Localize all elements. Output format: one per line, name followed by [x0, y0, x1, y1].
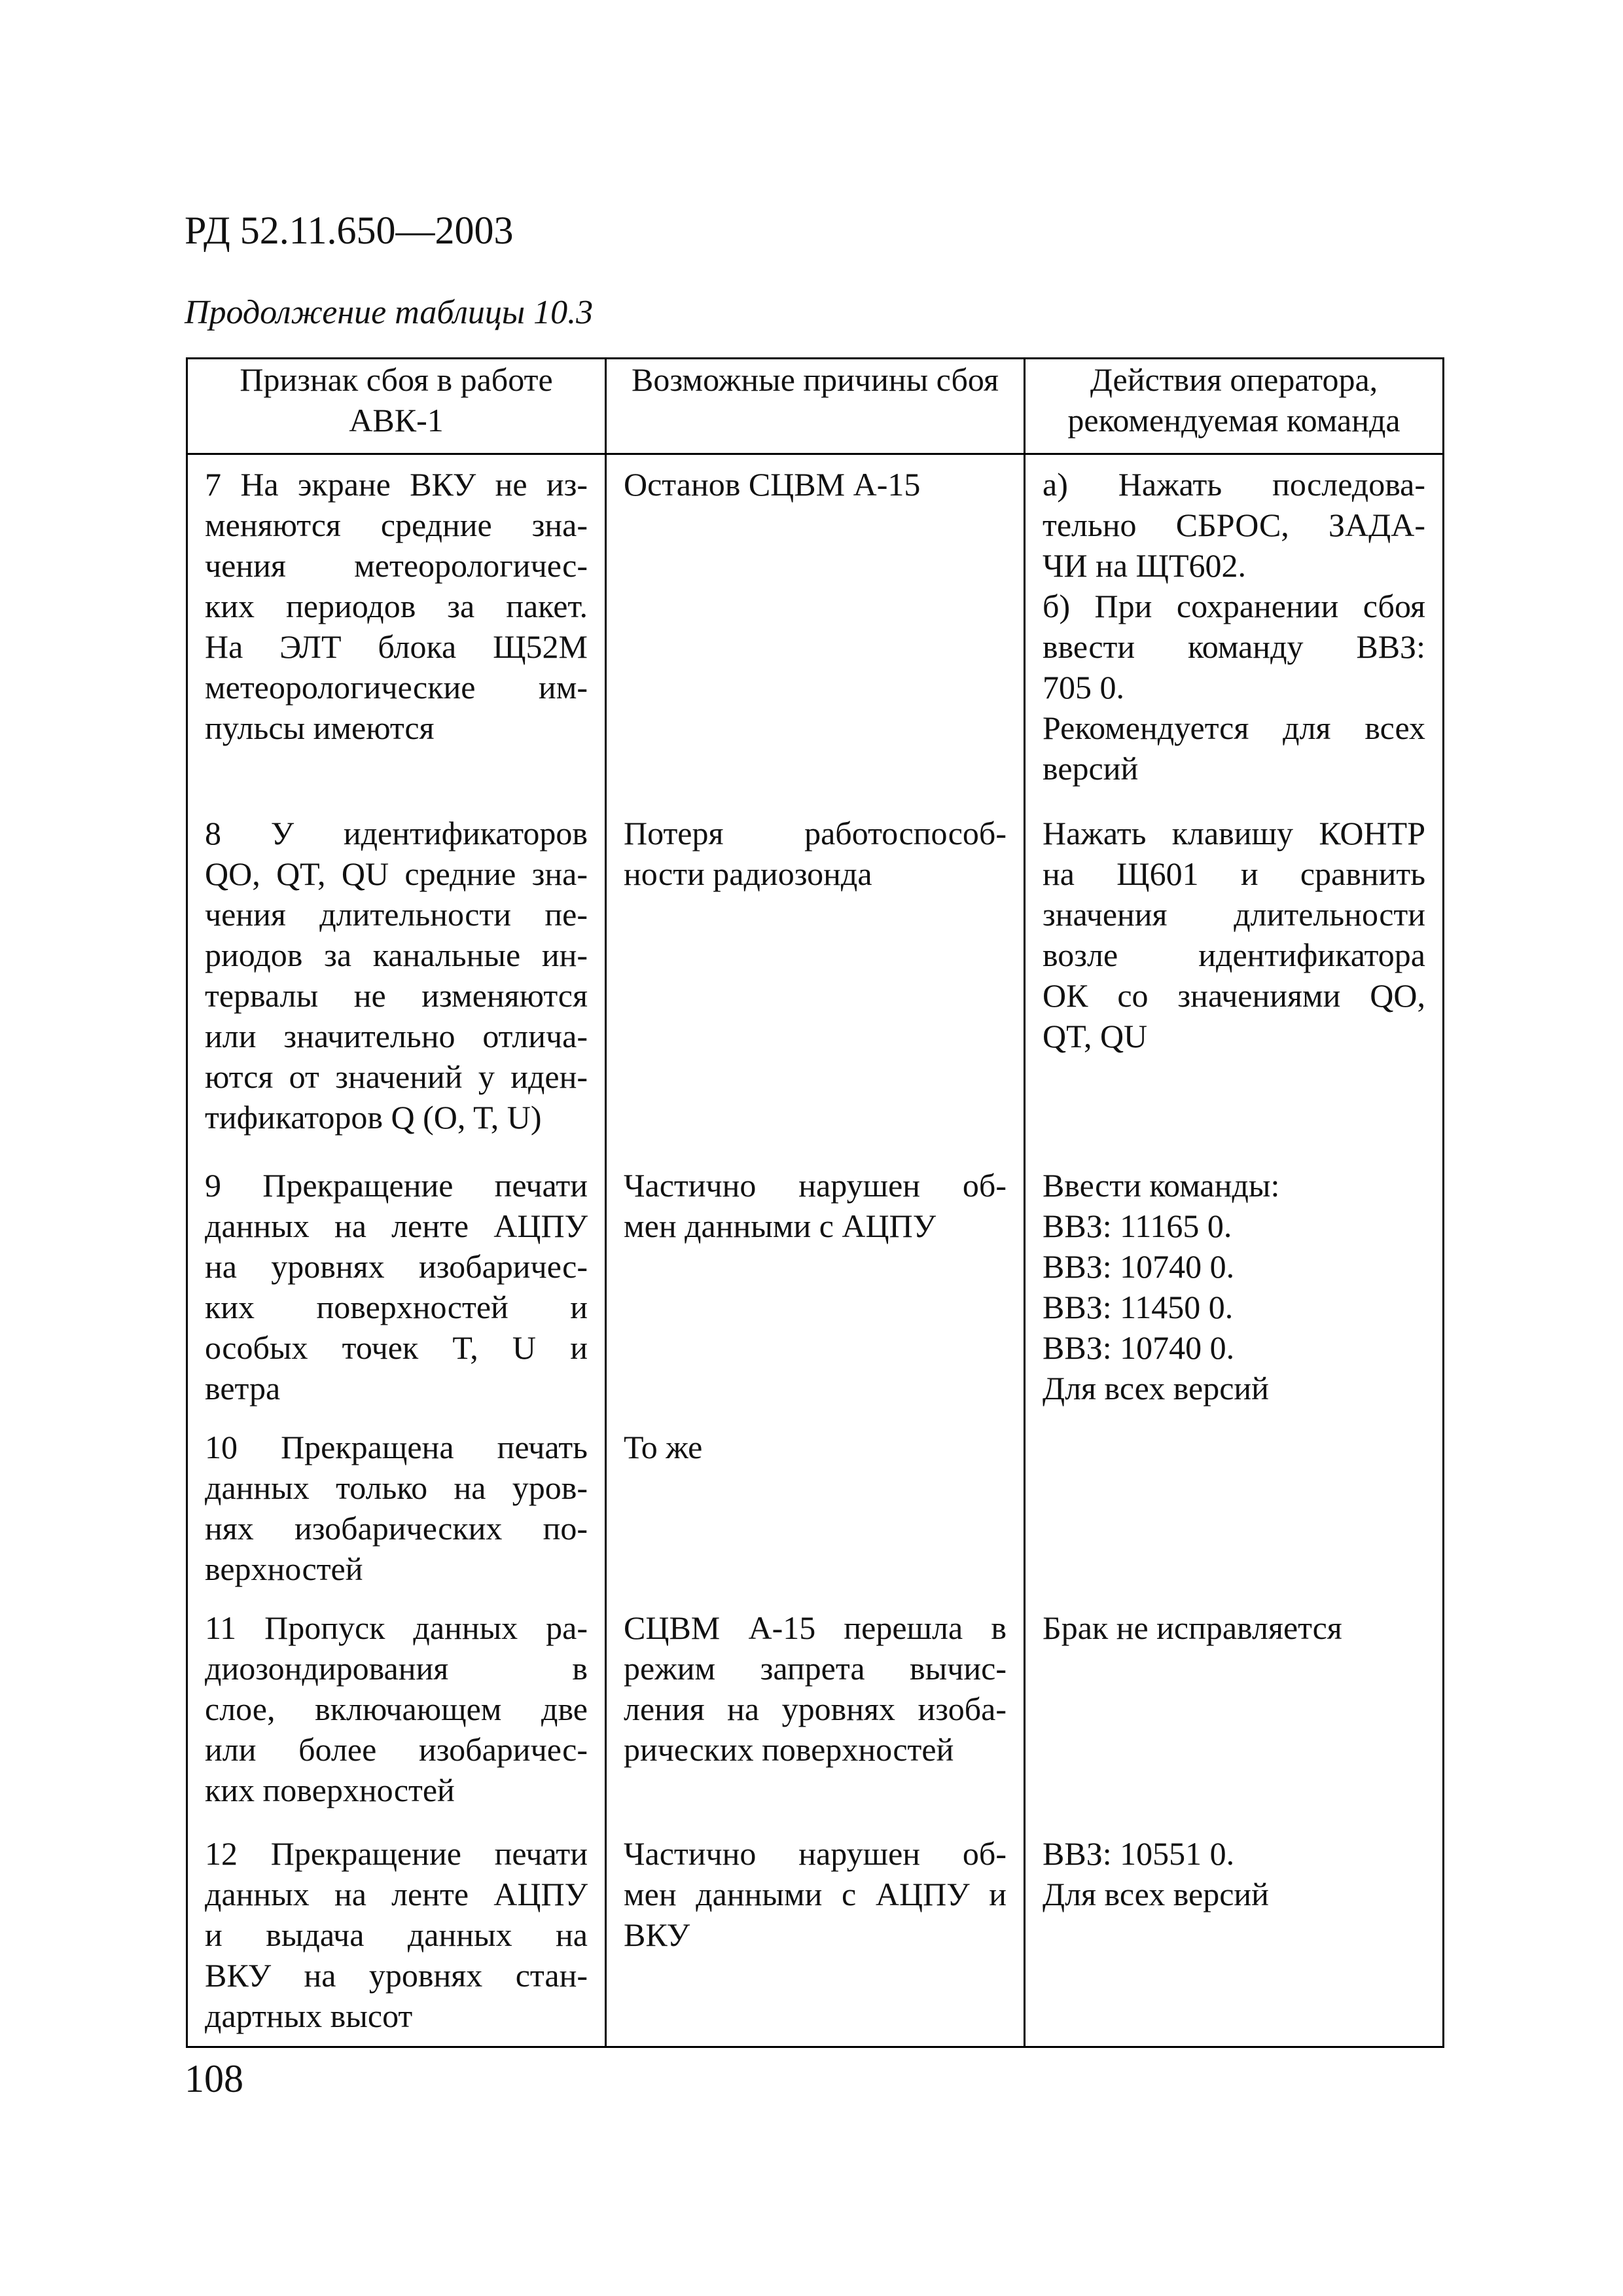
text-line: возле идентификатора	[1043, 937, 1425, 973]
text-line: режим запрета вычис-	[624, 1650, 1007, 1687]
page-number: 108	[185, 2057, 243, 2100]
text-line: меняются средние зна-	[205, 507, 588, 543]
operator-action-cell	[1025, 1420, 1444, 1601]
text-line: тельно СБРОС, ЗАДА-	[1043, 507, 1425, 543]
text-line: ются от значений у иден-	[205, 1058, 588, 1095]
text-line: 9 Прекращение печати	[205, 1167, 588, 1204]
text-line: данных на ленте АЦПУ	[205, 1876, 588, 1912]
operator-action-cell	[1025, 1827, 1444, 2047]
text-line: 12 Прекращение печати	[205, 1835, 588, 1872]
column-header-cause: Возможные причины сбоя	[606, 359, 1025, 454]
text-line: ввести команду ВВЗ:	[1043, 628, 1425, 665]
text-line: дартных высот	[205, 1998, 413, 2034]
column-header-action: Действия оператора, рекомендуемая команда	[1025, 359, 1444, 454]
text-line: значения длительности	[1043, 896, 1425, 933]
fault-sign-cell	[187, 1420, 606, 1601]
text-line: ЧИ на ЩТ602.	[1043, 547, 1247, 584]
text-line: версий	[1043, 750, 1139, 787]
table-row	[187, 1827, 1444, 2047]
table-row	[187, 1601, 1444, 1827]
operator-action-cell	[1025, 808, 1444, 1158]
table-row	[187, 1420, 1444, 1601]
fault-sign-cell	[187, 808, 606, 1158]
text-line: 11 Пропуск данных ра-	[205, 1609, 588, 1646]
text-line: QO, QT, QU средние зна-	[205, 855, 588, 892]
text-line: особых точек T, U и	[205, 1329, 588, 1366]
operator-action-cell	[1025, 1158, 1444, 1420]
text-line: на Щ601 и сравнить	[1043, 855, 1425, 892]
text-line: ВВЗ: 10740 0.	[1043, 1329, 1235, 1366]
text-line: 705 0.	[1043, 669, 1124, 706]
text-line: ветра	[205, 1370, 281, 1407]
text-line: Нажать клавишу КОНТР	[1043, 815, 1425, 852]
text-line: риодов за канальные ин-	[205, 937, 588, 973]
text-line: То же	[624, 1429, 703, 1465]
text-line: Брак не исправляется	[1043, 1609, 1342, 1646]
text-line: Потеря работоспособ-	[624, 815, 1007, 852]
text-line: тервалы не изменяются	[205, 977, 588, 1014]
fault-sign-cell	[187, 1827, 606, 2047]
text-line: тификаторов Q (O, T, U)	[205, 1099, 542, 1136]
text-line: б) При сохранении сбоя	[1043, 588, 1425, 624]
text-line: ВВЗ: 10551 0.	[1043, 1835, 1235, 1872]
fault-cause-cell	[606, 1827, 1025, 2047]
table-row	[187, 454, 1444, 808]
document-code: РД 52.11.650—2003	[185, 209, 514, 252]
text-line: ВКУ	[624, 1916, 690, 1953]
text-line: Частично нарушен об-	[624, 1835, 1007, 1872]
text-line: ких поверхностей	[205, 1772, 455, 1808]
text-line: Рекомендуется для всех	[1043, 709, 1425, 746]
text-line: ВВЗ: 10740 0.	[1043, 1248, 1235, 1285]
text-line: пульсы имеются	[205, 709, 435, 746]
text-line: ности радиозонда	[624, 855, 872, 892]
text-line: слое, включающем две	[205, 1691, 588, 1727]
text-line: верхностей	[205, 1551, 363, 1587]
text-line: нях изобарических по-	[205, 1510, 588, 1547]
fault-sign-cell	[187, 1601, 606, 1827]
text-line: ВВЗ: 11450 0.	[1043, 1289, 1234, 1325]
text-line: ВВЗ: 11165 0.	[1043, 1208, 1232, 1244]
text-line: ления на уровнях изоба-	[624, 1691, 1007, 1727]
text-line: чения метеорологичес-	[205, 547, 588, 584]
text-line: СЦВМ А-15 перешла в	[624, 1609, 1007, 1646]
text-line: Для всех версий	[1043, 1876, 1269, 1912]
fault-cause-cell	[606, 1420, 1025, 1601]
fault-sign-cell	[187, 454, 606, 808]
text-line: ВКУ на уровнях стан-	[205, 1957, 588, 1994]
text-line: мен данными с АЦПУ и	[624, 1876, 1007, 1912]
text-line: и выдача данных на	[205, 1916, 588, 1953]
text-line: а) Нажать последова-	[1043, 466, 1425, 503]
table-row	[187, 1158, 1444, 1420]
column-header-sign: Признак сбоя в работе АВК-1	[187, 359, 606, 454]
faults-table	[186, 357, 1444, 2048]
text-line: рических поверхностей	[624, 1731, 954, 1768]
table-row	[187, 808, 1444, 1158]
operator-action-cell	[1025, 454, 1444, 808]
text-line: диозондирования в	[205, 1650, 588, 1687]
text-line: Останов СЦВМ А-15	[624, 466, 921, 503]
fault-cause-cell	[606, 1601, 1025, 1827]
operator-action-cell	[1025, 1601, 1444, 1827]
text-line: ких поверхностей и	[205, 1289, 588, 1325]
text-line: QT, QU	[1043, 1018, 1148, 1054]
text-line: или более изобаричес-	[205, 1731, 588, 1768]
fault-sign-cell	[187, 1158, 606, 1420]
fault-cause-cell	[606, 1158, 1025, 1420]
fault-cause-cell	[606, 454, 1025, 808]
text-line: Частично нарушен об-	[624, 1167, 1007, 1204]
text-line: На ЭЛТ блока Щ52М	[205, 628, 588, 665]
text-line: ОК со значениями QO,	[1043, 977, 1425, 1014]
text-line: ких периодов за пакет.	[205, 588, 588, 624]
text-line: на уровнях изобаричес-	[205, 1248, 588, 1285]
text-line: Ввести команды:	[1043, 1167, 1280, 1204]
text-line: данных на ленте АЦПУ	[205, 1208, 588, 1244]
text-line: метеорологические им-	[205, 669, 588, 706]
text-line: 8 У идентификаторов	[205, 815, 588, 852]
text-line: Для всех версий	[1043, 1370, 1269, 1407]
table-header-row	[187, 359, 1444, 454]
text-line: данных только на уров-	[205, 1469, 588, 1506]
text-line: чения длительности пе-	[205, 896, 588, 933]
text-line: 7 На экране ВКУ не из-	[205, 466, 588, 503]
fault-cause-cell	[606, 808, 1025, 1158]
text-line: мен данными с АЦПУ	[624, 1208, 936, 1244]
text-line: или значительно отлича-	[205, 1018, 588, 1054]
text-line: 10 Прекращена печать	[205, 1429, 588, 1465]
table-caption: Продолжение таблицы 10.3	[185, 294, 594, 331]
